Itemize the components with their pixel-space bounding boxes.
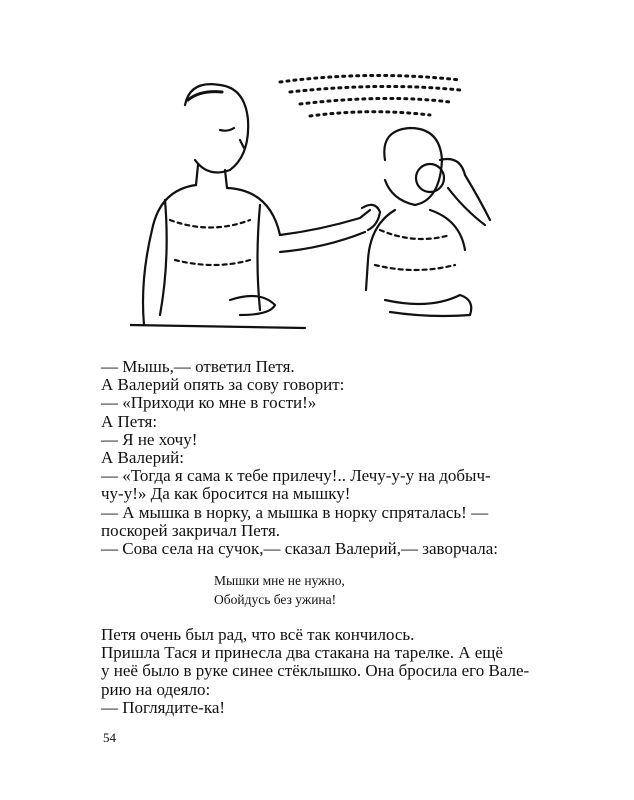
paragraph: — Поглядите-ка! xyxy=(101,697,226,717)
illustration xyxy=(130,60,530,345)
paragraph: — «Тогда я сама к тебе прилечу!.. Лечу-у-у на добыч- xyxy=(101,466,491,486)
paragraph: А Петя: xyxy=(101,411,158,431)
story-text-block-2 xyxy=(101,626,529,717)
paragraph: Пришла Тася и принесла два стакана на тарелке. А ещё xyxy=(101,643,503,663)
verse-line: Мышки мне не нужно, xyxy=(214,573,345,588)
page-number: 54 xyxy=(103,730,116,745)
paragraph: А Валерий опять за сову говорит: xyxy=(101,375,345,395)
verse-block xyxy=(214,571,345,609)
story-text-block xyxy=(101,358,571,558)
paragraph: — Я не хочу! xyxy=(101,429,198,449)
paragraph: А Валерий: xyxy=(101,448,185,468)
paragraph: чу-у!» Да как бросится на мышку! xyxy=(101,484,351,504)
paragraph: у неё было в руке синее стёклышко. Она бросила его Вале- xyxy=(101,661,530,681)
verse-line: Обойдусь без ужина! xyxy=(214,592,337,607)
paragraph: рию на одеяло: xyxy=(101,679,211,699)
paragraph: — А мышка в норку, а мышка в норку спряталась! — xyxy=(101,502,489,522)
paragraph: — «Приходи ко мне в гости!» xyxy=(101,393,317,413)
illustration-two-boys-icon xyxy=(130,60,530,345)
paragraph: Петя очень был рад, что всё так кончилось. xyxy=(101,625,415,644)
paragraph: — Сова села на сучок,— сказал Валерий,— заворчала: xyxy=(101,539,499,559)
paragraph: поскорей закричал Петя. xyxy=(101,520,281,540)
paragraph: — Мышь,— ответил Петя. xyxy=(101,357,295,376)
